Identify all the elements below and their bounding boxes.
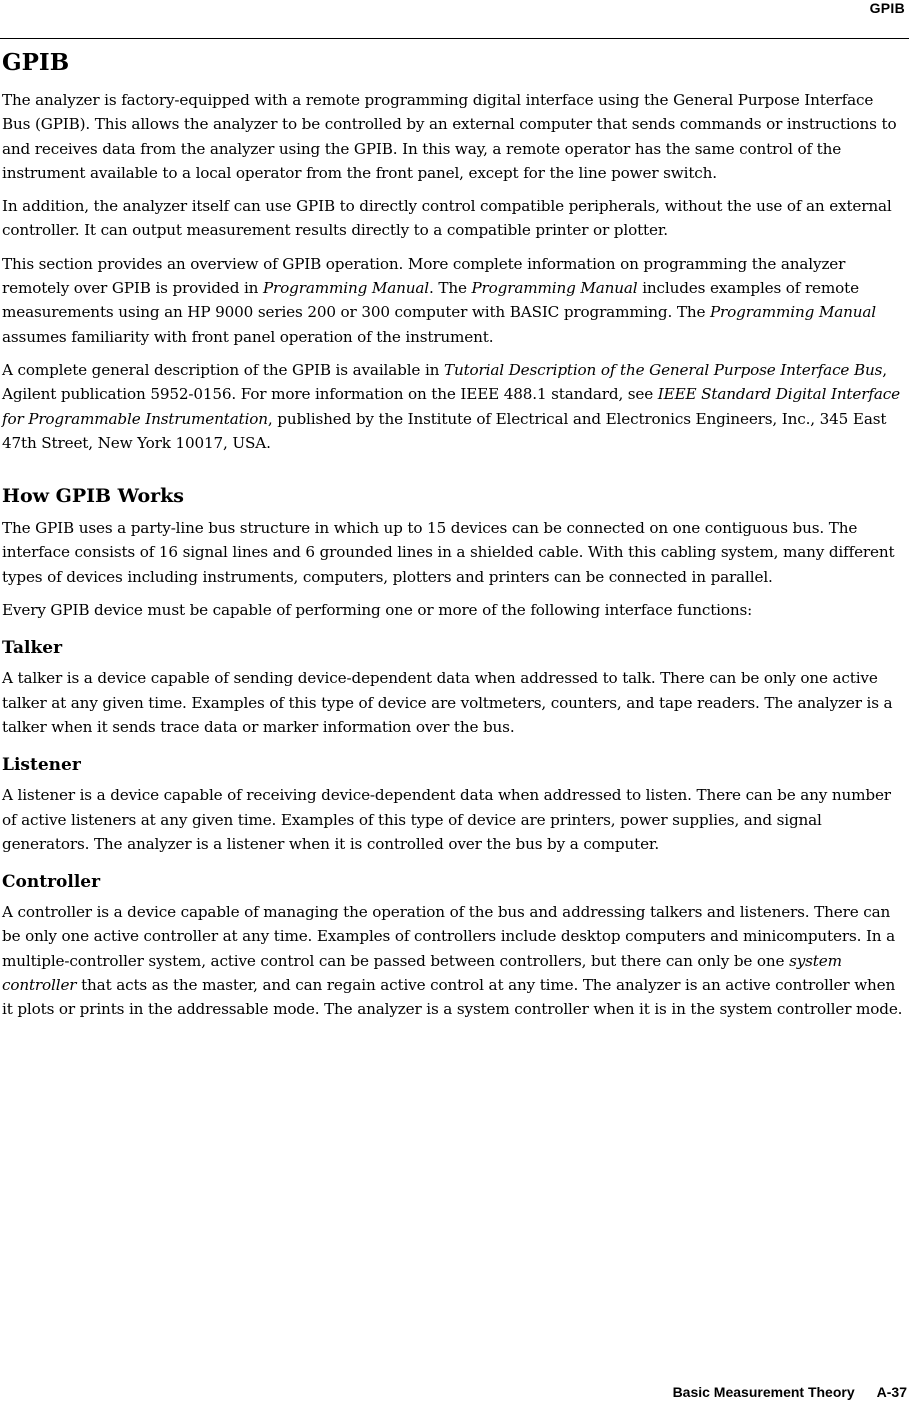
book-title: IEEE Standard Digital Interface for Programmable Instrumentation [2,385,900,428]
page-title: GPIB [2,49,70,76]
book-title: Programming Manual [709,303,877,322]
text-run: assumes familiarity with front panel operation of the instrument. [2,327,494,346]
subheading-controller: Controller [2,872,101,893]
intro-paragraph-1: The analyzer is factory-equipped with a remote programming digital interface using the General Purpose Interface Bus (GPIB). This allows the analyzer to be controlled by an external computer that sends commands or instructions to and receives data from the analyzer using the GPIB. In this way, a remote operator has the same control of the instrument available to a local operator from the front panel, except for the line power switch. [2,91,897,182]
talker-paragraph: A talker is a device capable of sending device-dependent data when addressed to talk. There can be only one active talker at any given time. Examples of this type of device are voltmeters, counters, and tape readers. The analyzer is a talker when it sends trace data or marker information over the bus. [2,669,893,736]
text-run: includes examples of remote measurements using an HP 9000 series 200 or 300 computer with BASIC programming. The [2,279,859,322]
how-works-paragraph-2: Every GPIB device must be capable of performing one or more of the following interface functions: [2,601,753,620]
section-heading-how-gpib-works: How GPIB Works [2,485,185,508]
subheading-listener: Listener [2,755,81,776]
page-content [2,48,905,1031]
subheading-talker: Talker [2,638,63,659]
page-footer [673,1384,907,1400]
controller-paragraph [2,900,905,1021]
book-title: Programming Manual [471,279,638,298]
text-run: A controller is a device capable of managing the operation of the bus and addressing talkers and listeners. There can be only one active controller at any time. Examples of controllers include desktop computers and minicomputers. In a multiple-controller system, active control can be passed between controllers, but there can only be one [2,903,896,970]
text-run: A complete general description of the GPIB is available in [2,360,444,379]
page-number: A-37 [876,1384,907,1400]
text-run: that acts as the master, and can regain active control at any time. The analyzer is an active controller when it plots or prints in the addressable mode. The analyzer is a system controller when it is in the system controller mode. [2,976,903,1019]
text-run: This section provides an overview of GPIB operation. More complete information on programming the analyzer remotely over GPIB is provided in [2,254,846,298]
running-head: GPIB [869,0,905,16]
listener-paragraph: A listener is a device capable of receiving device-dependent data when addressed to listen. There can be any number of active listeners at any given time. Examples of this type of device are printers, power supplies, and signal generators. The analyzer is a listener when it is controlled over the bus by a computer. [2,786,891,853]
how-works-paragraph-1: The GPIB uses a party-line bus structure in which up to 15 devices can be connected on one contiguous bus. The interface consists of 16 signal lines and 6 grounded lines in a shielded cable. With this cabling system, many different types of devices including instruments, computers, plotters and printers can be connected in parallel. [2,519,895,586]
intro-paragraph-3 [2,252,905,349]
intro-paragraph-2: In addition, the analyzer itself can use GPIB to directly control compatible peripherals, without the use of an external controller. It can output measurement results directly to a compatible printer or plotter. [2,197,892,240]
text-run: . The [429,279,472,298]
text-run: , published by the Institute of Electrical and Electronics Engineers, Inc., 345 East 47th Street, New York 10017, USA. [2,409,887,452]
book-title: Tutorial Description of the General Purpose Interface Bus [443,360,883,379]
book-title: Programming Manual [262,279,429,298]
header-rule [0,38,909,39]
footer-section-title: Basic Measurement Theory [672,1384,855,1400]
intro-paragraph-4 [2,358,905,455]
text-run: , Agilent publication 5952-0156. For more information on the IEEE 488.1 standard, see [2,360,887,404]
emphasis-term: system controller [2,951,842,995]
